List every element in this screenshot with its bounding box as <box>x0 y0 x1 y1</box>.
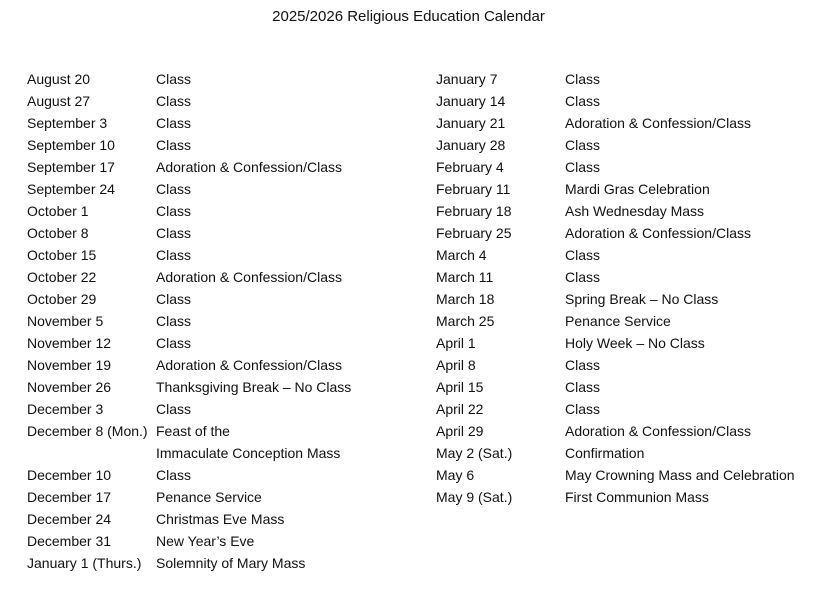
calendar-event: Adoration & Confession/Class <box>156 159 342 175</box>
calendar-date: April 15 <box>436 379 484 395</box>
calendar-date: May 2 (Sat.) <box>436 445 513 461</box>
calendar-date: March 25 <box>436 313 495 329</box>
calendar-date: September 10 <box>27 137 115 153</box>
calendar-row <box>436 288 811 310</box>
calendar-event: Mardi Gras Celebration <box>565 181 710 197</box>
calendar-event: Class <box>156 467 192 483</box>
calendar-row <box>436 90 811 112</box>
calendar-date: January 21 <box>436 115 506 131</box>
calendar-event: Class <box>156 225 192 241</box>
calendar-row <box>436 156 811 178</box>
calendar-date: February 11 <box>436 181 511 197</box>
calendar-row <box>436 420 811 442</box>
calendar-date: November 5 <box>27 313 104 329</box>
calendar-row <box>27 200 417 222</box>
calendar-row <box>27 464 417 486</box>
calendar-date: March 18 <box>436 291 495 307</box>
calendar-event: Class <box>156 313 192 329</box>
calendar-date: May 6 <box>436 467 475 483</box>
calendar-event: Class <box>156 335 192 351</box>
calendar-date: September 3 <box>27 115 108 131</box>
calendar-date: December 17 <box>27 489 112 505</box>
calendar-event: Immaculate Conception Mass <box>156 445 341 461</box>
calendar-event: Solemnity of Mary Mass <box>156 555 306 571</box>
calendar-event: Adoration & Confession/Class <box>156 357 342 373</box>
calendar-event: May Crowning Mass and Celebration <box>565 467 795 483</box>
calendar-row <box>27 508 417 530</box>
calendar-date: November 12 <box>27 335 112 351</box>
calendar-row <box>27 222 417 244</box>
calendar-row <box>27 398 417 420</box>
calendar-date: April 29 <box>436 423 484 439</box>
calendar-column-left <box>27 68 417 574</box>
calendar-row <box>27 134 417 156</box>
page-title: 2025/2026 Religious Education Calendar <box>272 8 545 25</box>
calendar-row <box>436 464 811 486</box>
calendar-date: October 8 <box>27 225 89 241</box>
calendar-row <box>27 376 417 398</box>
calendar-date: December 3 <box>27 401 104 417</box>
calendar-row <box>27 530 417 552</box>
calendar-row <box>436 178 811 200</box>
calendar-row <box>27 156 417 178</box>
calendar-row <box>436 376 811 398</box>
calendar-event: Class <box>565 401 601 417</box>
calendar-date: January 1 (Thurs.) <box>27 555 142 571</box>
calendar-date: February 25 <box>436 225 512 241</box>
calendar-date: November 26 <box>27 379 112 395</box>
calendar-date: August 27 <box>27 93 91 109</box>
calendar-event: First Communion Mass <box>565 489 709 505</box>
calendar-date: December 24 <box>27 511 112 527</box>
calendar-row <box>436 244 811 266</box>
calendar-date: March 4 <box>436 247 487 263</box>
calendar-event: Class <box>156 115 192 131</box>
calendar-date: April 22 <box>436 401 484 417</box>
calendar-row <box>436 266 811 288</box>
calendar-row <box>27 90 417 112</box>
calendar-row <box>27 420 417 442</box>
calendar-date: October 15 <box>27 247 97 263</box>
calendar-row <box>27 552 417 574</box>
calendar-date: April 8 <box>436 357 476 373</box>
calendar-event: Class <box>156 71 192 87</box>
calendar-date: March 11 <box>436 269 494 285</box>
calendar-row <box>436 310 811 332</box>
calendar-row <box>436 134 811 156</box>
calendar-date: February 4 <box>436 159 504 175</box>
calendar-date: December 31 <box>27 533 112 549</box>
calendar-row <box>436 486 811 508</box>
calendar-event: New Year’s Eve <box>156 533 255 549</box>
calendar-column-right <box>436 68 811 508</box>
calendar-event: Penance Service <box>156 489 262 505</box>
calendar-event: Spring Break – No Class <box>565 291 719 307</box>
calendar-row <box>27 310 417 332</box>
calendar-date: January 7 <box>436 71 498 87</box>
calendar-date: December 8 (Mon.) <box>27 423 148 439</box>
calendar-row <box>27 442 417 464</box>
calendar-event: Class <box>156 291 192 307</box>
calendar-date: November 19 <box>27 357 112 373</box>
calendar-event: Class <box>156 93 192 109</box>
calendar-date: September 24 <box>27 181 115 197</box>
calendar-row <box>436 200 811 222</box>
calendar-event: Class <box>156 137 192 153</box>
calendar-event: Christmas Eve Mass <box>156 511 285 527</box>
calendar-event: Class <box>565 247 601 263</box>
calendar-event: Adoration & Confession/Class <box>565 423 751 439</box>
calendar-event: Feast of the <box>156 423 230 439</box>
calendar-row <box>27 112 417 134</box>
calendar-row <box>27 288 417 310</box>
calendar-date <box>27 442 156 464</box>
calendar-event: Class <box>156 181 192 197</box>
calendar-date: December 10 <box>27 467 112 483</box>
calendar-event: Class <box>156 247 192 263</box>
calendar-row <box>27 68 417 90</box>
calendar-event: Adoration & Confession/Class <box>565 115 751 131</box>
calendar-date: October 29 <box>27 291 97 307</box>
calendar-event: Adoration & Confession/Class <box>156 269 342 285</box>
calendar-event: Class <box>565 379 601 395</box>
calendar-event: Penance Service <box>565 313 671 329</box>
calendar-event: Confirmation <box>565 445 645 461</box>
calendar-event: Class <box>156 401 192 417</box>
calendar-row <box>436 222 811 244</box>
calendar-date: May 9 (Sat.) <box>436 489 513 505</box>
calendar-date: September 17 <box>27 159 115 175</box>
calendar-row <box>27 332 417 354</box>
calendar-date: January 14 <box>436 93 506 109</box>
calendar-event: Ash Wednesday Mass <box>565 203 705 219</box>
calendar-row <box>436 354 811 376</box>
calendar-event: Holy Week – No Class <box>565 335 705 351</box>
calendar-date: February 18 <box>436 203 512 219</box>
calendar-event: Class <box>156 203 192 219</box>
calendar-row <box>436 442 811 464</box>
calendar-row <box>436 112 811 134</box>
calendar-row <box>436 68 811 90</box>
calendar-event: Class <box>565 137 601 153</box>
calendar-event: Class <box>565 93 601 109</box>
calendar-event: Class <box>565 269 601 285</box>
calendar-date: October 22 <box>27 269 97 285</box>
calendar-row <box>27 266 417 288</box>
calendar-row <box>436 398 811 420</box>
calendar-date: August 20 <box>27 71 91 87</box>
calendar-row <box>27 354 417 376</box>
calendar-event: Adoration & Confession/Class <box>565 225 751 241</box>
calendar-date: October 1 <box>27 203 89 219</box>
calendar-event: Class <box>565 159 601 175</box>
calendar-event: Class <box>565 71 601 87</box>
calendar-row <box>436 332 811 354</box>
calendar-row <box>27 486 417 508</box>
calendar-row <box>27 178 417 200</box>
calendar-event: Thanksgiving Break – No Class <box>156 379 352 395</box>
calendar-event: Class <box>565 357 601 373</box>
calendar-date: January 28 <box>436 137 506 153</box>
calendar-row <box>27 244 417 266</box>
calendar-date: April 1 <box>436 335 476 351</box>
